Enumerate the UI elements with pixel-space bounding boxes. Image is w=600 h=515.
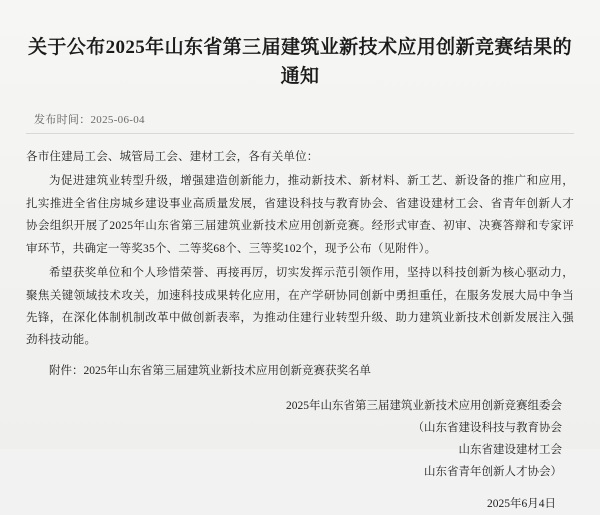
signature-date: 2025年6月4日	[487, 497, 556, 510]
publish-date: 2025-06-04	[90, 114, 145, 126]
signature-line-2: （山东省建设科技与教育协会	[412, 422, 562, 435]
body-paragraph-1: 为促进建筑业转型升级，增强建造创新能力，推动新技术、新材料、新工艺、新设备的推广和应用，扎实推进全省住房城乡建设事业高质量发展，省建设科技与教育协会、省建设建材工会、省青年创新人才协会组织开展了2025年山东省第三届建筑业新技术应用创新竞赛。经形式审查、初审、决赛答辩和专家评审环节，共确定一等奖35个、二等奖68个、三等奖102个，现予公布（见附件）。	[26, 175, 574, 255]
signature-line-1: 2025年山东省第三届建筑业新技术应用创新竞赛组委会	[286, 400, 562, 413]
signature-block	[26, 396, 574, 515]
publish-meta	[26, 111, 574, 127]
signature-line-4: 山东省青年创新人才协会）	[424, 465, 562, 478]
header-divider	[26, 133, 574, 134]
attachment-line: 附件：2025年山东省第三届建筑业新技术应用创新竞赛获奖名单	[49, 364, 371, 377]
salutation: 各市住建局工会、城管局工会、建材工会，各有关单位：	[26, 151, 319, 163]
signature-line-3: 山东省建设建材工会	[458, 443, 562, 456]
page-title: 关于公布2025年山东省第三届建筑业新技术应用创新竞赛结果的通知	[27, 37, 572, 87]
body-paragraph-2: 希望获奖单位和个人珍惜荣誉、再接再厉，切实发挥示范引领作用，坚持以科技创新为核心驱动力，聚焦关键领域技术攻关，加速科技成果转化应用，在产学研协同创新中勇担重任，在服务发展大局中争当先锋，在深化体制机制改革中做创新表率，为推动住建行业转型升级、助力建筑业新技术创新发展注入强劲科技动能。	[26, 267, 574, 347]
document-body	[26, 146, 574, 352]
publish-label: 发布时间：	[34, 114, 91, 126]
